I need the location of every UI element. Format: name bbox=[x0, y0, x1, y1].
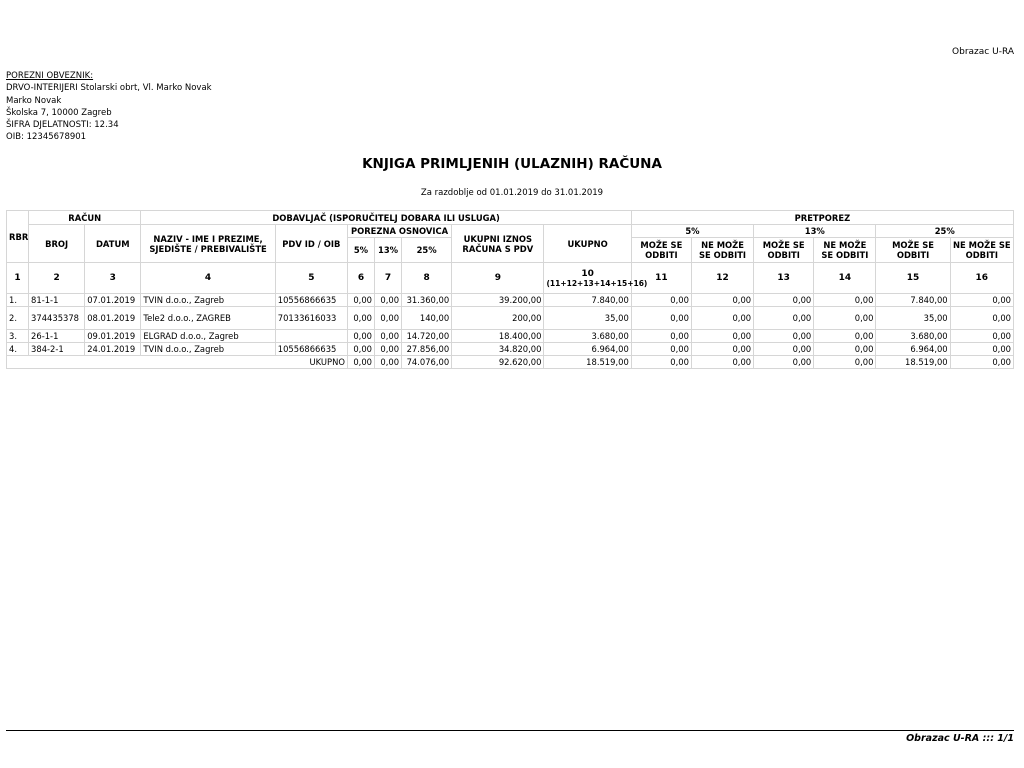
cell-13-moze: 0,00 bbox=[754, 294, 814, 307]
taxpayer-owner: Marko Novak bbox=[6, 95, 62, 106]
cell-ukupno: 7.840,00 bbox=[544, 294, 631, 307]
cell-ukupni-iznos: 18.400,00 bbox=[452, 330, 544, 343]
cell-25-ne-moze: 0,00 bbox=[950, 294, 1013, 307]
cell-osnovica-5: 0,00 bbox=[347, 307, 374, 330]
cell-naziv: TVIN d.o.o., Zagreb bbox=[141, 294, 275, 307]
cell-13-ne-moze: 0,00 bbox=[814, 330, 876, 343]
cell-pdv-id: 70133616033 bbox=[275, 307, 347, 330]
cell-osnovica-13: 0,00 bbox=[375, 343, 402, 356]
header-5-moze: MOŽE SE ODBITI bbox=[631, 238, 691, 263]
cell-25-moze: 6.964,00 bbox=[876, 343, 950, 356]
total-osnovica-5: 0,00 bbox=[347, 356, 374, 369]
cell-ukupno: 35,00 bbox=[544, 307, 631, 330]
total-13-ne-moze: 0,00 bbox=[814, 356, 876, 369]
period-label: Za razdoblje od 01.01.2019 do 31.01.2019 bbox=[420, 188, 604, 198]
cell-osnovica-25: 14.720,00 bbox=[402, 330, 452, 343]
total-ukupno: 18.519,00 bbox=[544, 356, 631, 369]
header-rbr: RBR bbox=[7, 211, 29, 263]
cell-naziv: TVIN d.o.o., Zagreb bbox=[141, 343, 275, 356]
header-pretporez-25: 25% bbox=[876, 225, 1014, 238]
cell-13-moze: 0,00 bbox=[754, 330, 814, 343]
cell-osnovica-13: 0,00 bbox=[375, 294, 402, 307]
footer-divider bbox=[6, 730, 1014, 731]
cell-naziv: Tele2 d.o.o., ZAGREB bbox=[141, 307, 275, 330]
header-osnovica-5: 5% bbox=[347, 238, 374, 263]
column-number: 9 bbox=[452, 263, 544, 294]
cell-broj: 374435378 bbox=[29, 307, 85, 330]
cell-25-ne-moze: 0,00 bbox=[950, 307, 1013, 330]
column-number: 2 bbox=[29, 263, 85, 294]
table-row bbox=[7, 294, 1014, 307]
cell-osnovica-13: 0,00 bbox=[375, 307, 402, 330]
header-pdv-id: PDV ID / OIB bbox=[275, 225, 347, 263]
cell-5-ne-moze: 0,00 bbox=[691, 343, 753, 356]
column-number: 11 bbox=[631, 263, 691, 294]
cell-5-moze: 0,00 bbox=[631, 307, 691, 330]
total-13-moze: 0,00 bbox=[754, 356, 814, 369]
column-number: 13 bbox=[754, 263, 814, 294]
cell-rbr: 3. bbox=[7, 330, 29, 343]
cell-rbr: 4. bbox=[7, 343, 29, 356]
cell-datum: 09.01.2019 bbox=[85, 330, 141, 343]
header-ukupni-iznos: UKUPNI IZNOS RAČUNA S PDV bbox=[452, 225, 544, 263]
cell-osnovica-5: 0,00 bbox=[347, 343, 374, 356]
column-number: 3 bbox=[85, 263, 141, 294]
header-osnovica-13: 13% bbox=[375, 238, 402, 263]
cell-25-moze: 7.840,00 bbox=[876, 294, 950, 307]
cell-broj: 384-2-1 bbox=[29, 343, 85, 356]
column-number: 6 bbox=[347, 263, 374, 294]
header-pretporez-5: 5% bbox=[631, 225, 753, 238]
column-number: 12 bbox=[691, 263, 753, 294]
invoice-ledger-table bbox=[6, 210, 1014, 369]
cell-25-ne-moze: 0,00 bbox=[950, 343, 1013, 356]
total-osnovica-13: 0,00 bbox=[375, 356, 402, 369]
cell-13-ne-moze: 0,00 bbox=[814, 343, 876, 356]
total-osnovica-25: 74.076,00 bbox=[402, 356, 452, 369]
column-number: 10 bbox=[581, 268, 594, 279]
table-row bbox=[7, 307, 1014, 330]
cell-5-moze: 0,00 bbox=[631, 330, 691, 343]
header-broj: BROJ bbox=[29, 225, 85, 263]
cell-osnovica-25: 31.360,00 bbox=[402, 294, 452, 307]
cell-osnovica-5: 0,00 bbox=[347, 330, 374, 343]
cell-13-ne-moze: 0,00 bbox=[814, 294, 876, 307]
header-pretporez: PRETPOREZ bbox=[631, 211, 1013, 225]
cell-pdv-id: 10556866635 bbox=[275, 294, 347, 307]
cell-ukupno: 6.964,00 bbox=[544, 343, 631, 356]
total-ukupni-iznos: 92.620,00 bbox=[452, 356, 544, 369]
form-code: Obrazac U-RA bbox=[952, 47, 1014, 57]
column-number: 1 bbox=[7, 263, 29, 294]
cell-osnovica-13: 0,00 bbox=[375, 330, 402, 343]
cell-osnovica-5: 0,00 bbox=[347, 294, 374, 307]
cell-osnovica-25: 140,00 bbox=[402, 307, 452, 330]
cell-rbr: 1. bbox=[7, 294, 29, 307]
cell-5-ne-moze: 0,00 bbox=[691, 307, 753, 330]
cell-pdv-id: 10556866635 bbox=[275, 343, 347, 356]
total-25-ne-moze: 0,00 bbox=[950, 356, 1013, 369]
header-13-ne-moze: NE MOŽE SE ODBITI bbox=[814, 238, 876, 263]
cell-osnovica-25: 27.856,00 bbox=[402, 343, 452, 356]
column-number: 7 bbox=[375, 263, 402, 294]
column-number: 15 bbox=[876, 263, 950, 294]
header-25-ne-moze: NE MOŽE SE ODBITI bbox=[950, 238, 1013, 263]
header-ukupno: UKUPNO bbox=[544, 225, 631, 263]
column-number-10 bbox=[544, 263, 648, 294]
cell-datum: 24.01.2019 bbox=[85, 343, 141, 356]
cell-25-moze: 3.680,00 bbox=[876, 330, 950, 343]
header-racun: RAČUN bbox=[29, 211, 141, 225]
taxpayer-oib: OIB: 12345678901 bbox=[6, 132, 87, 143]
column-number: 4 bbox=[141, 263, 275, 294]
document-title: KNJIGA PRIMLJENIH (ULAZNIH) RAČUNA bbox=[362, 156, 662, 172]
cell-ukupno: 3.680,00 bbox=[544, 330, 631, 343]
column-number: 14 bbox=[814, 263, 876, 294]
header-datum: DATUM bbox=[85, 225, 141, 263]
header-porezna-osnovica: POREZNA OSNOVICA bbox=[347, 225, 451, 238]
header-osnovica-25: 25% bbox=[402, 238, 452, 263]
cell-pdv-id bbox=[275, 330, 347, 343]
cell-datum: 07.01.2019 bbox=[85, 294, 141, 307]
cell-5-ne-moze: 0,00 bbox=[691, 294, 753, 307]
cell-datum: 08.01.2019 bbox=[85, 307, 141, 330]
column-number: 16 bbox=[950, 263, 1013, 294]
footer-page-label: Obrazac U-RA ::: 1/1 bbox=[906, 733, 1014, 744]
total-5-moze: 0,00 bbox=[631, 356, 691, 369]
total-label: UKUPNO bbox=[7, 356, 348, 369]
header-25-moze: MOŽE SE ODBITI bbox=[876, 238, 950, 263]
cell-5-moze: 0,00 bbox=[631, 294, 691, 307]
cell-rbr: 2. bbox=[7, 307, 29, 330]
table-total-row bbox=[7, 356, 1014, 369]
cell-5-ne-moze: 0,00 bbox=[691, 330, 753, 343]
total-5-ne-moze: 0,00 bbox=[691, 356, 753, 369]
header-13-moze: MOŽE SE ODBITI bbox=[754, 238, 814, 263]
cell-13-moze: 0,00 bbox=[754, 343, 814, 356]
taxpayer-name: DRVO-INTERIJERI Stolarski obrt, Vl. Marko Novak bbox=[6, 83, 212, 94]
column-number: 5 bbox=[275, 263, 347, 294]
header-dobavljac: DOBAVLJAČ (ISPORUČITELJ DOBARA ILI USLUGA) bbox=[141, 211, 631, 225]
header-pretporez-13: 13% bbox=[754, 225, 876, 238]
total-25-moze: 18.519,00 bbox=[876, 356, 950, 369]
cell-13-moze: 0,00 bbox=[754, 307, 814, 330]
column-number: 8 bbox=[402, 263, 452, 294]
cell-broj: 26-1-1 bbox=[29, 330, 85, 343]
taxpayer-block bbox=[6, 70, 212, 144]
cell-broj: 81-1-1 bbox=[29, 294, 85, 307]
table-row bbox=[7, 330, 1014, 343]
taxpayer-activity-code: ŠIFRA DJELATNOSTI: 12.34 bbox=[6, 120, 119, 131]
cell-5-moze: 0,00 bbox=[631, 343, 691, 356]
cell-25-ne-moze: 0,00 bbox=[950, 330, 1013, 343]
cell-25-moze: 35,00 bbox=[876, 307, 950, 330]
header-naziv: NAZIV - IME I PREZIME, SJEDIŠTE / PREBIVALIŠTE bbox=[141, 225, 275, 263]
cell-ukupni-iznos: 200,00 bbox=[452, 307, 544, 330]
taxpayer-address: Školska 7, 10000 Zagreb bbox=[6, 107, 112, 118]
cell-ukupni-iznos: 34.820,00 bbox=[452, 343, 544, 356]
cell-ukupni-iznos: 39.200,00 bbox=[452, 294, 544, 307]
cell-naziv: ELGRAD d.o.o., Zagreb bbox=[141, 330, 275, 343]
cell-13-ne-moze: 0,00 bbox=[814, 307, 876, 330]
taxpayer-header: POREZNI OBVEZNIK: bbox=[6, 71, 94, 81]
header-5-ne-moze: NE MOŽE SE ODBITI bbox=[691, 238, 753, 263]
table-row bbox=[7, 343, 1014, 356]
column-10-formula: (11+12+13+14+15+16) bbox=[546, 278, 648, 288]
